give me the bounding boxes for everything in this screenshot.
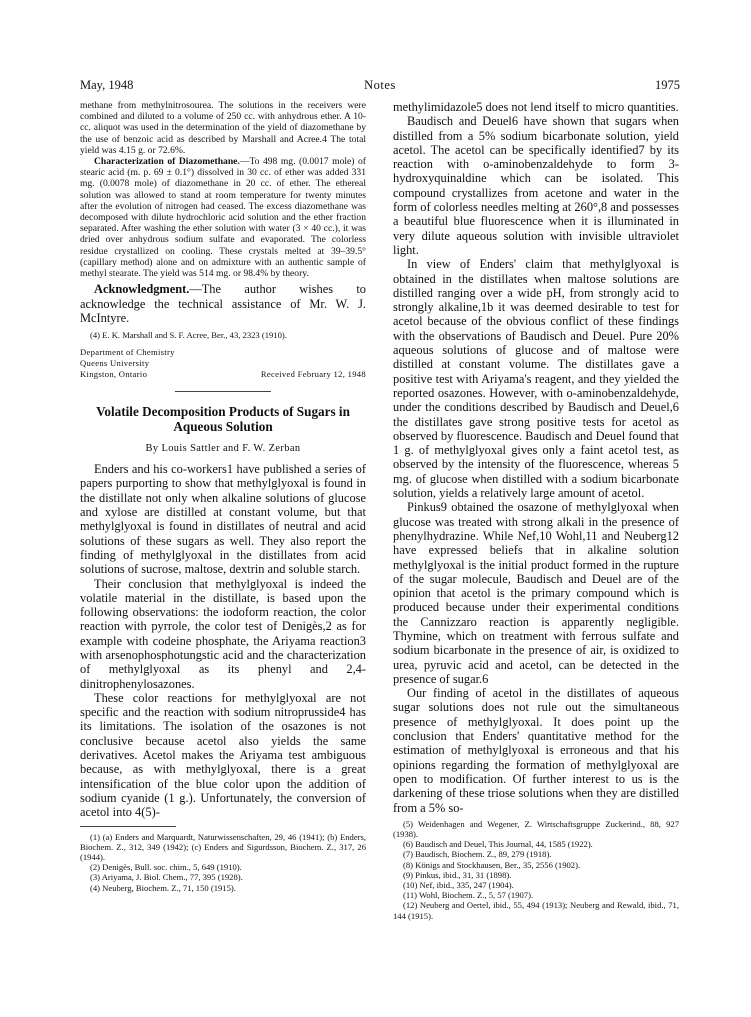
left-column [80,100,366,893]
footnote: (11) Wohl, Biochem. Z., 5, 57 (1907). [403,890,534,901]
footnote: (7) Baudisch, Biochem. Z., 89, 279 (1918). [403,849,552,860]
footnote: (10) Nef, ibid., 335, 247 (1904). [403,880,514,891]
footnotes [80,330,366,340]
divider [175,391,271,392]
footnote: (9) Pinkus, ibid., 31, 31 (1898). [403,869,512,880]
run-in-heading: Characterization of Diazomethane. [94,156,240,168]
footnote: (8) Königs and Stockhausen, Ber., 35, 2556 (1902). [403,859,581,870]
footnote: (3) Ariyama, J. Biol. Chem., 77, 395 (1928). [90,872,243,883]
section-name: Notes [364,78,396,92]
footnotes [80,832,366,893]
body-paragraph: These color reactions for methylglyoxal are not specific and the reaction with sodium nitroprusside4 has its limitations. The isolation of the osazones is not conclusive because acetol also yields the same derivatives. Acetol makes the Ariyama test ambiguous because, as with methylglyoxal, there is a great intensification of the blue color upon the addition of sodium cyanide (1 g.). Unfortunately, the conversion of acetol into 4(5)- [80,690,366,820]
footnote: (12) Neuberg and Oertel, ibid., 55, 494 (1913); Neuberg and Rewald, ibid., 71, 144 (1915). [393,900,679,921]
footnotes [393,819,679,921]
acknowledgment-paragraph [80,282,366,325]
footnote: (4) E. K. Marshall and S. F. Acree, Ber., 43, 2323 (1910). [90,330,287,341]
body-paragraph: Our finding of acetol in the distillates of aqueous sugar solutions does not rule out the simultaneous presence of methylglyoxal. It does point up the conclusion that Enders' quantitative method for the estimation of methylglyoxal is erroneous and that his opinions regarding the formation of methylglyoxal are open to modification. Of further interest to us is the darkening of these triose solutions when they are distilled from a 5% so- [393,686,679,815]
article-title: Volatile Decomposition Products of Sugars in Aqueous Solution [96,404,350,435]
page-number: 1975 [655,78,680,92]
run-in-heading: Acknowledgment. [94,282,190,297]
footnote-divider [80,826,176,827]
experimental-paragraph: methane from methylnitrosourea. The solutions in the receivers were combined and diluted to a volume of 250 cc. with anhydrous ether. A 10-cc. aliquot was used in the determination of the yield of diazomethane by the use of benzoic acid as described by Marshall and Acree.4 The total yield was 4.15 g. or 72.6%. [80,100,366,156]
body-paragraph: methylimidazole5 does not lend itself to micro quantities. [393,100,679,114]
affiliation-line: Department of Chemistry [80,347,175,358]
paragraph-text: —To 498 mg. (0.0017 mole) of stearic acid (m. p. 69 ± 0.1°) dissolved in 30 cc. of ether was added 331 mg. (0.0078 mole) of diazomethane in 20 cc. of ether. The ethereal solution was allowed to stand at room temperature for twenty minutes after the evolution of nitrogen had ceased. The excess diazomethane was decomposed with dilute hydrochloric acid solution and the ether fraction separated. After washing the ether solution with water (3 × 40 cc.), it was dried over anhydrous sodium sulfate and evaporated. The colorless residue crystallized on cooling. These crystals melted at 39–39.5° (capillary method) alone and on admixture with an authentic sample of methyl stearate. The yield was 514 mg. or 98.4% by theory. [80,156,366,280]
affiliation-line: Queens University [80,357,150,368]
paragraph-text: —The author wishes to acknowledge the technical assistance of Mr. W. J. McIntyre. [80,282,366,325]
footnote: (2) Denigès, Bull. soc. chim., 5, 649 (1910). [90,862,242,873]
issue-date: May, 1948 [80,78,134,92]
body-paragraph: Enders and his co-workers1 have published a series of papers purporting to show that methylglyoxal is found in the distillate not only when alkaline solutions of glucose and xylose are distilled at constant volume, but that methylglyoxal is found in distillates of neutral and acid solutions of these sugars as well. They also report the finding of methylglyoxal in the distillates from acid solutions of sucrose, maltose, dextrin and soluble starch. [80,462,366,577]
footnote: (4) Neuberg, Biochem. Z., 71, 150 (1915). [90,882,236,893]
affiliation [80,347,366,379]
running-header [80,78,680,94]
body-paragraph: In view of Enders' claim that methylglyoxal is obtained in the distillates when maltose solutions are distilled ranging over a wide pH, from strongly acid to strongly alkaline,1b it was deemed desirable to test for acetol because of the obvious conflict of these findings with the observations of Baudisch and Deuel. Pure 20% aqueous solutions of glucose and of maltose were distilled at constant volume. The distillates gave a positive test with Ariyama's reagent, and they yielded the reported osazones. However, with o-aminobenzaldehyde, under the conditions described by Baudisch and Deuel,6 the distillates gave strong positive tests for acetol as observed by fluorescence. Baudisch and Deuel found that 1 g. of methylglyoxal gives only a faint acetol test, as observed by the intensity of the fluorescence, whereas 5 mg. of glucose when distilled with a sodium bicarbonate solution, yields a relatively large amount of acetol. [393,257,679,501]
affiliation-line: Kingston, Ontario [80,368,148,379]
body-paragraph: Their conclusion that methylglyoxal is indeed the volatile material in the distillate, is based upon the following observations: the iodoform reaction, the color reaction with pyrrole, the color test of Denigès,2 as for example with codeine phosphate, the Ariyama reaction3 with arsenophosphotungstic acid and the characterization of methylglyoxal as its phenyl and 2,4-dinitrophenylosazones. [80,576,366,691]
body-paragraph: Pinkus9 obtained the osazone of methylglyoxal when glucose was treated with strong alkali in the presence of phenylhydrazine. While Nef,10 Wohl,11 and Neuberg12 have expressed beliefs that in alkaline solution methylglyoxal is the initial product formed in the rupture of the sugar molecule, Baudisch and Deuel are of the opinion that acetol is the primary compound which is produced because under their experimental conditions the Cannizzaro reaction is apparently negligible. Thymine, which on treatment with ferrous sulfate and sodium bicarbonate in the presence of air, is oxidized to urea, pyruvic acid and acetol, can be detected in the presence of sugar.6 [393,500,679,686]
footnote: (5) Weidenhagen and Wegener, Z. Wirtschaftsgruppe Zuckerind., 88, 927 (1938). [393,818,679,840]
received-date: Received February 12, 1948 [260,368,366,379]
body-paragraph: Baudisch and Deuel6 have shown that sugars when distilled from a 5% sodium bicarbonate solution, yield acetol. The acetol can be specifically identified7 by its reaction with o-aminobenzaldehyde to form 3-hydroxyquinaldine which can be isolated. This compound crystallizes from acetone and water in the form of colorless needles melting at 260°,8 and possesses a beautiful blue fluorescence when it is illuminated in very dilute aqueous solution with invisible ultraviolet light. [393,114,679,257]
right-column [393,100,679,921]
footnote: (1) (a) Enders and Marquardt, Naturwissenschaften, 29, 46 (1941); (b) Enders, Biochem. Z., 312, 349 (1942); (c) Enders and Sigurdsson, Biochem. Z., 317, 26 (1944). [80,831,366,862]
footnote: (6) Baudisch and Deuel, This Journal, 44, 1585 (1922). [403,839,593,850]
article-authors: By Louis Sattler and F. W. Zerban [145,443,301,455]
characterization-paragraph [80,156,366,279]
